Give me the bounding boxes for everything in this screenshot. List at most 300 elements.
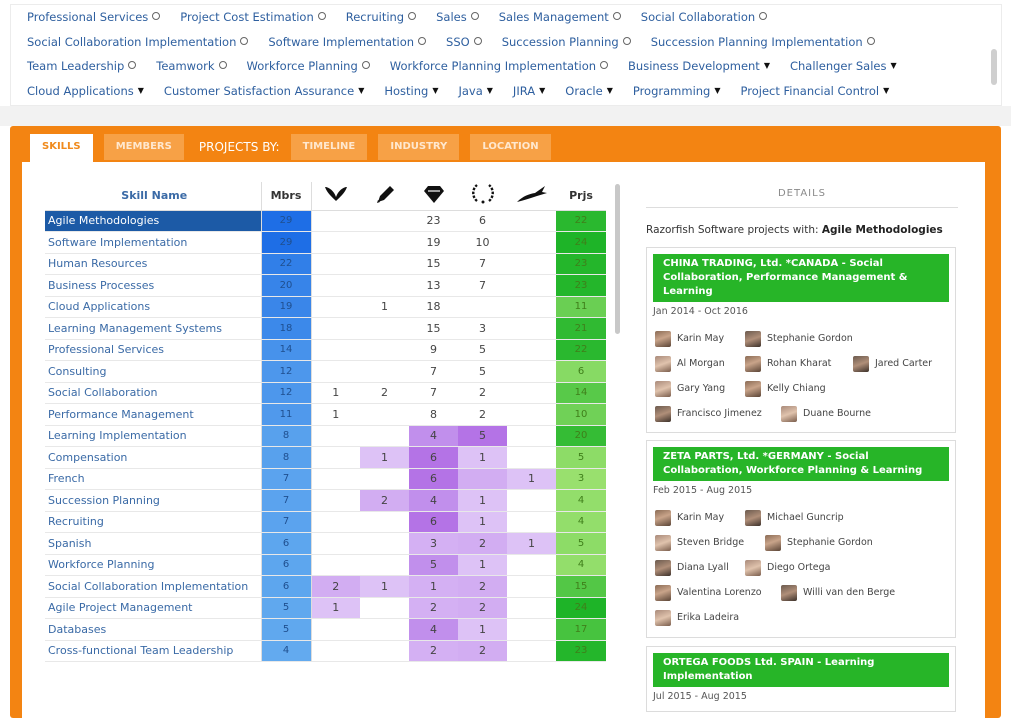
member-name: Karin May	[677, 512, 725, 523]
tag-label: Challenger Sales	[789, 59, 887, 73]
triangle-down-icon: ▼	[358, 86, 365, 95]
category-count-cell	[311, 425, 360, 447]
category-count-cell	[311, 339, 360, 361]
table-row[interactable]	[45, 404, 606, 426]
mbrs-cell: 22	[261, 253, 311, 275]
category-count-cell: 5	[458, 361, 507, 383]
category-count-cell	[507, 232, 556, 254]
category-count-cell	[507, 640, 556, 662]
category-count-cell: 2	[458, 576, 507, 598]
member-name: Steven Bridge	[677, 537, 745, 548]
circle-icon	[600, 61, 608, 69]
category-count-cell: 1	[311, 404, 360, 426]
prjs-cell: 6	[556, 361, 606, 383]
category-count-cell	[507, 597, 556, 619]
skill-name-cell[interactable]: French	[45, 468, 261, 490]
avatar	[655, 510, 671, 526]
wreath-icon[interactable]	[458, 182, 507, 210]
table-row[interactable]	[45, 447, 606, 469]
tag-label: Project Financial Control	[740, 84, 880, 98]
skill-name-cell[interactable]: Human Resources	[45, 253, 261, 275]
category-count-cell: 2	[311, 576, 360, 598]
diamond-icon[interactable]	[409, 182, 458, 210]
category-count-cell: 6	[458, 210, 507, 232]
mbrs-cell: 6	[261, 576, 311, 598]
skills-table	[45, 182, 606, 662]
category-count-cell: 13	[409, 275, 458, 297]
category-count-cell: 7	[409, 382, 458, 404]
skill-name-cell[interactable]: Business Processes	[45, 275, 261, 297]
prjs-cell: 15	[556, 576, 606, 598]
category-count-cell: 2	[360, 490, 409, 512]
tag-link[interactable]	[27, 10, 160, 24]
tag-label: Workforce Planning	[246, 59, 358, 73]
prjs-header[interactable]: Prjs	[556, 182, 606, 210]
member-name: Stephanie Gordon	[787, 537, 873, 548]
tag-link[interactable]	[790, 59, 897, 73]
tag-link[interactable]	[156, 59, 226, 73]
tag-link[interactable]	[27, 59, 136, 73]
category-count-cell: 9	[409, 339, 458, 361]
tag-link[interactable]	[27, 35, 248, 49]
category-count-cell: 4	[409, 490, 458, 512]
pen-icon[interactable]	[360, 182, 409, 210]
triangle-down-icon: ▼	[890, 61, 897, 70]
tag-link[interactable]	[565, 84, 613, 98]
avatar	[655, 406, 671, 422]
tag-link[interactable]	[633, 84, 721, 98]
category-count-cell: 1	[458, 490, 507, 512]
category-count-cell	[311, 619, 360, 641]
tag-label: JIRA	[512, 84, 536, 98]
tag-link[interactable]	[446, 35, 482, 49]
skill-name-cell[interactable]: Social Collaboration Implementation	[45, 576, 261, 598]
tag-label: Succession Planning	[501, 35, 619, 49]
tag-link[interactable]	[628, 59, 770, 73]
projects-by-label: PROJECTS BY:	[198, 140, 280, 154]
member-item[interactable]	[853, 355, 932, 373]
circle-icon	[474, 37, 482, 45]
mbrs-cell: 5	[261, 619, 311, 641]
prjs-cell: 4	[556, 511, 606, 533]
skill-name-cell[interactable]: Performance Management	[45, 404, 261, 426]
prjs-cell: 23	[556, 253, 606, 275]
skill-name-cell[interactable]: Cross-functional Team Leadership	[45, 640, 261, 662]
category-count-cell: 1	[360, 296, 409, 318]
category-count-cell	[507, 361, 556, 383]
skill-name-cell[interactable]: Spanish	[45, 533, 261, 555]
skill-name-cell[interactable]: Social Collaboration	[45, 382, 261, 404]
member-name: Diego Ortega	[767, 562, 831, 573]
tag-row-2	[27, 35, 895, 55]
category-count-cell	[360, 597, 409, 619]
table-row[interactable]	[45, 318, 606, 340]
details-title: DETAILS	[646, 182, 958, 208]
tag-label: Social Collaboration Implementation	[27, 35, 237, 49]
category-count-cell	[311, 275, 360, 297]
triangle-down-icon: ▼	[883, 86, 890, 95]
category-count-cell: 7	[458, 275, 507, 297]
circle-icon	[128, 61, 136, 69]
prjs-cell: 4	[556, 554, 606, 576]
table-row[interactable]	[45, 468, 606, 490]
project-dates: Feb 2015 - Aug 2015	[653, 485, 753, 496]
bird-icon[interactable]	[507, 182, 556, 210]
category-count-cell: 5	[458, 339, 507, 361]
tag-row-1	[27, 10, 787, 30]
category-count-cell	[360, 468, 409, 490]
member-item[interactable]	[655, 509, 724, 527]
member-item[interactable]	[745, 330, 853, 348]
mbrs-cell: 8	[261, 425, 311, 447]
table-row[interactable]	[45, 490, 606, 512]
category-count-cell	[311, 468, 360, 490]
mbrs-cell: 12	[261, 382, 311, 404]
member-name: Karin May	[677, 333, 725, 344]
skill-name-cell[interactable]: Consulting	[45, 361, 261, 383]
category-count-cell	[360, 275, 409, 297]
category-count-cell: 2	[360, 382, 409, 404]
category-count-cell: 1	[311, 597, 360, 619]
mbrs-cell: 29	[261, 232, 311, 254]
tabs-bar	[30, 134, 557, 162]
avatar	[655, 356, 671, 372]
category-count-cell	[360, 619, 409, 641]
mbrs-cell: 11	[261, 404, 311, 426]
member-item[interactable]	[745, 380, 826, 398]
member-item[interactable]	[655, 609, 739, 627]
tab-members[interactable]: MEMBERS	[104, 134, 184, 160]
circle-icon	[219, 61, 227, 69]
category-count-cell	[311, 253, 360, 275]
avatar	[655, 535, 671, 551]
triangle-down-icon: ▼	[714, 86, 721, 95]
mbrs-cell: 6	[261, 533, 311, 555]
member-item[interactable]	[745, 559, 830, 577]
mbrs-header[interactable]: Mbrs	[261, 182, 311, 210]
table-row[interactable]	[45, 597, 606, 619]
tag-label: Recruiting	[345, 10, 405, 24]
tab-skills[interactable]: SKILLS	[30, 134, 93, 162]
avatar	[781, 406, 797, 422]
table-scrollbar[interactable]	[615, 184, 620, 334]
table-row[interactable]	[45, 576, 606, 598]
project-title[interactable]: ZETA PARTS, Ltd. *GERMANY - Social Collaboration, Workforce Planning & Learning	[653, 447, 949, 481]
category-count-cell	[507, 576, 556, 598]
category-count-cell: 15	[409, 253, 458, 275]
skill-name-cell[interactable]: Compensation	[45, 447, 261, 469]
category-count-cell	[360, 404, 409, 426]
prjs-cell: 23	[556, 640, 606, 662]
skill-name-cell[interactable]: Recruiting	[45, 511, 261, 533]
member-item[interactable]	[655, 330, 724, 348]
mbrs-cell: 20	[261, 275, 311, 297]
tag-cloud-scrollbar[interactable]	[991, 49, 997, 85]
category-count-cell	[311, 490, 360, 512]
category-count-cell: 1	[507, 468, 556, 490]
category-count-cell	[507, 275, 556, 297]
tag-link[interactable]	[346, 10, 416, 24]
table-row[interactable]	[45, 232, 606, 254]
table-header-row	[45, 182, 606, 210]
mbrs-cell: 18	[261, 318, 311, 340]
category-count-cell: 1	[458, 447, 507, 469]
category-count-cell	[311, 533, 360, 555]
skill-name-cell[interactable]: Agile Project Management	[45, 597, 261, 619]
tag-link[interactable]	[513, 84, 545, 98]
mbrs-cell: 4	[261, 640, 311, 662]
category-count-cell: 23	[409, 210, 458, 232]
mbrs-cell: 29	[261, 210, 311, 232]
member-item[interactable]	[655, 559, 729, 577]
tag-link[interactable]	[180, 10, 325, 24]
category-count-cell: 7	[458, 253, 507, 275]
circle-icon	[759, 12, 767, 20]
avatar	[765, 535, 781, 551]
mbrs-cell: 8	[261, 447, 311, 469]
project-dates: Jan 2014 - Oct 2016	[653, 306, 748, 317]
avatar	[655, 585, 671, 601]
category-count-cell	[507, 318, 556, 340]
table-row[interactable]	[45, 275, 606, 297]
member-item[interactable]	[655, 584, 762, 602]
category-count-cell	[360, 232, 409, 254]
category-count-cell	[311, 232, 360, 254]
mbrs-cell: 5	[261, 597, 311, 619]
member-item[interactable]	[765, 534, 873, 552]
leaf-icon[interactable]	[311, 182, 360, 210]
tag-link[interactable]	[247, 59, 370, 73]
tag-link[interactable]	[651, 35, 875, 49]
tag-link[interactable]	[384, 84, 438, 98]
category-count-cell: 6	[409, 447, 458, 469]
skill-name-header[interactable]: Skill Name	[45, 182, 261, 210]
member-item[interactable]	[745, 355, 831, 373]
member-item[interactable]	[781, 584, 895, 602]
category-count-cell: 6	[409, 468, 458, 490]
category-count-cell	[360, 511, 409, 533]
tag-row-3	[27, 59, 917, 79]
category-count-cell	[311, 640, 360, 662]
tag-link[interactable]	[641, 10, 767, 24]
category-count-cell	[311, 296, 360, 318]
prjs-cell: 20	[556, 425, 606, 447]
category-count-cell: 2	[458, 404, 507, 426]
skill-name-cell[interactable]: Cloud Applications	[45, 296, 261, 318]
triangle-down-icon: ▼	[763, 61, 770, 70]
category-count-cell	[507, 490, 556, 512]
circle-icon	[408, 12, 416, 20]
member-item[interactable]	[655, 405, 762, 423]
circle-icon	[240, 37, 248, 45]
skill-name-cell[interactable]: Software Implementation	[45, 232, 261, 254]
prjs-cell: 14	[556, 382, 606, 404]
tag-link[interactable]	[502, 35, 631, 49]
category-count-cell: 18	[409, 296, 458, 318]
category-count-cell: 3	[458, 318, 507, 340]
project-title[interactable]: ORTEGA FOODS Ltd. SPAIN - Learning Implementation	[653, 653, 949, 687]
category-count-cell: 2	[458, 597, 507, 619]
tag-label: Workforce Planning Implementation	[389, 59, 597, 73]
member-item[interactable]	[655, 534, 744, 552]
member-name: Willi van den Berge	[803, 587, 896, 598]
avatar	[745, 560, 761, 576]
category-count-cell	[360, 253, 409, 275]
category-count-cell: 4	[409, 425, 458, 447]
circle-icon	[867, 37, 875, 45]
avatar	[745, 510, 761, 526]
project-title[interactable]: CHINA TRADING, Ltd. *CANADA - Social Collaboration, Performance Management & Learning	[653, 254, 949, 302]
skill-name-cell[interactable]: Agile Methodologies	[45, 210, 261, 232]
mbrs-cell: 19	[261, 296, 311, 318]
tab-industry[interactable]: INDUSTRY	[378, 134, 459, 160]
prjs-cell: 22	[556, 210, 606, 232]
category-count-cell: 1	[458, 619, 507, 641]
tab-location[interactable]: LOCATION	[470, 134, 550, 160]
prjs-cell: 10	[556, 404, 606, 426]
category-count-cell: 1	[360, 576, 409, 598]
member-item[interactable]	[655, 380, 725, 398]
tag-label: Programming	[632, 84, 711, 98]
table-row[interactable]	[45, 382, 606, 404]
category-count-cell	[507, 404, 556, 426]
table-row[interactable]	[45, 425, 606, 447]
circle-icon	[318, 12, 326, 20]
prjs-cell: 17	[556, 619, 606, 641]
table-row[interactable]	[45, 296, 606, 318]
tag-label: Succession Planning Implementation	[650, 35, 863, 49]
separator-band	[0, 106, 1011, 126]
triangle-down-icon: ▼	[432, 86, 439, 95]
prjs-cell: 5	[556, 533, 606, 555]
tag-label: Oracle	[565, 84, 603, 98]
table-row[interactable]	[45, 253, 606, 275]
category-count-cell	[507, 210, 556, 232]
tag-label: Sales Management	[498, 10, 609, 24]
category-count-cell: 2	[458, 382, 507, 404]
table-row[interactable]	[45, 339, 606, 361]
tag-label: Team Leadership	[27, 59, 125, 73]
category-count-cell	[360, 361, 409, 383]
circle-icon	[362, 61, 370, 69]
tag-link[interactable]	[164, 84, 364, 98]
category-count-cell	[360, 339, 409, 361]
category-count-cell: 1	[507, 533, 556, 555]
skill-name-cell[interactable]: Succession Planning	[45, 490, 261, 512]
category-count-cell: 15	[409, 318, 458, 340]
category-count-cell	[360, 640, 409, 662]
tag-label: SSO	[446, 35, 470, 49]
skill-tag-cloud	[10, 4, 1002, 106]
member-name: Jared Carter	[875, 358, 933, 369]
table-row[interactable]	[45, 533, 606, 555]
mbrs-cell: 6	[261, 554, 311, 576]
tag-label: Cloud Applications	[27, 84, 134, 98]
category-count-cell	[360, 533, 409, 555]
member-name: Diana Lyall	[677, 562, 729, 573]
table-row[interactable]	[45, 361, 606, 383]
category-count-cell	[311, 447, 360, 469]
table-row[interactable]	[45, 210, 606, 232]
circle-icon	[471, 12, 479, 20]
tag-link[interactable]	[458, 84, 492, 98]
tag-link[interactable]	[268, 35, 426, 49]
mbrs-cell: 7	[261, 511, 311, 533]
tag-link[interactable]	[27, 84, 144, 98]
category-count-cell	[360, 210, 409, 232]
triangle-down-icon: ▼	[486, 86, 493, 95]
category-count-cell: 1	[311, 382, 360, 404]
prjs-cell: 21	[556, 318, 606, 340]
details-subtitle-prefix: Razorfish Software projects with:	[646, 224, 822, 236]
table-row[interactable]	[45, 640, 606, 662]
avatar	[745, 381, 761, 397]
table-row[interactable]	[45, 619, 606, 641]
member-item[interactable]	[781, 405, 871, 423]
tag-link[interactable]	[741, 84, 890, 98]
skill-name-cell[interactable]: Databases	[45, 619, 261, 641]
tag-link[interactable]	[499, 10, 621, 24]
member-name: Francisco Jimenez	[677, 408, 762, 419]
category-count-cell	[507, 447, 556, 469]
category-count-cell: 2	[458, 640, 507, 662]
skill-name-cell[interactable]: Professional Services	[45, 339, 261, 361]
prjs-cell: 3	[556, 468, 606, 490]
tag-link[interactable]	[390, 59, 608, 73]
skill-name-cell[interactable]: Workforce Planning	[45, 554, 261, 576]
skill-name-cell[interactable]: Learning Implementation	[45, 425, 261, 447]
member-name: Rohan Kharat	[767, 358, 832, 369]
category-count-cell: 2	[458, 533, 507, 555]
project-card[interactable]	[646, 646, 956, 712]
tag-label: Java	[458, 84, 483, 98]
category-count-cell	[311, 318, 360, 340]
member-name: Michael Guncrip	[767, 512, 844, 523]
member-item[interactable]	[655, 355, 725, 373]
category-count-cell	[507, 619, 556, 641]
mbrs-cell: 12	[261, 361, 311, 383]
mbrs-cell: 14	[261, 339, 311, 361]
tab-timeline[interactable]: TIMELINE	[291, 134, 368, 160]
member-name: Kelly Chiang	[767, 383, 826, 394]
member-name: Valentina Lorenzo	[677, 587, 762, 598]
tag-label: Sales	[436, 10, 467, 24]
category-count-cell: 1	[360, 447, 409, 469]
details-panel	[646, 182, 958, 244]
table-row[interactable]	[45, 511, 606, 533]
avatar	[655, 331, 671, 347]
member-item[interactable]	[745, 509, 844, 527]
table-row[interactable]	[45, 554, 606, 576]
circle-icon	[152, 12, 160, 20]
member-name: Stephanie Gordon	[767, 333, 853, 344]
prjs-cell: 4	[556, 490, 606, 512]
mbrs-cell: 7	[261, 468, 311, 490]
tag-label: Hosting	[384, 84, 429, 98]
prjs-cell: 24	[556, 232, 606, 254]
prjs-cell: 5	[556, 447, 606, 469]
project-card[interactable]	[646, 440, 956, 638]
skills-table-body	[45, 210, 606, 662]
tag-link[interactable]	[436, 10, 479, 24]
project-card[interactable]	[646, 247, 956, 433]
category-count-cell	[507, 253, 556, 275]
skill-name-cell[interactable]: Learning Management Systems	[45, 318, 261, 340]
category-count-cell	[458, 296, 507, 318]
tag-label: Software Implementation	[268, 35, 415, 49]
prjs-cell: 24	[556, 597, 606, 619]
prjs-cell: 22	[556, 339, 606, 361]
